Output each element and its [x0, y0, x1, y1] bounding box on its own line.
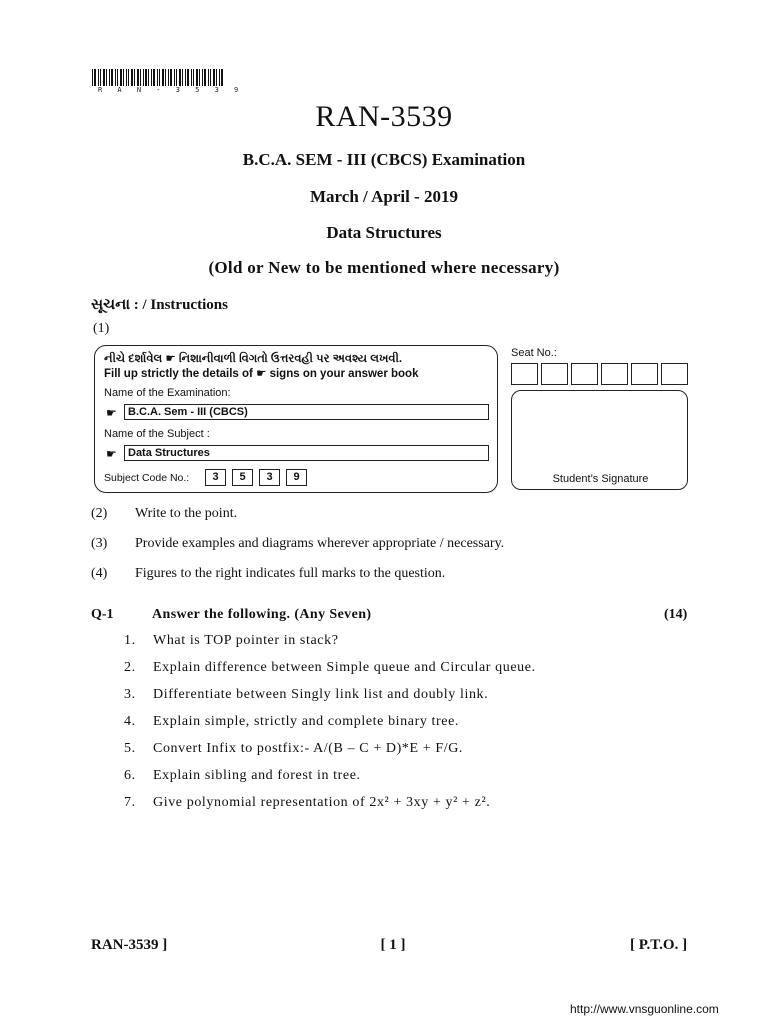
- gujarati-instruction: નીચે દર્શાવેલ ☛ નિશાનીવાળી વિગતો ઉત્તરવહી પર અવશ્ય લખવી.: [104, 353, 403, 365]
- old-new-note: (Old or New to be mentioned where necessary): [208, 258, 560, 277]
- question-item-number: 2.: [124, 660, 136, 675]
- question-label: Q-1: [91, 607, 114, 622]
- instruction-text: Write to the point.: [135, 506, 238, 521]
- student-signature-box: [511, 390, 688, 490]
- subject-code-label: Subject Code No.:: [104, 472, 190, 484]
- subject-name-field: Data Structures: [124, 445, 489, 461]
- question-item-text: Explain simple, strictly and complete binary tree.: [153, 714, 460, 729]
- subject-code-digit: 5: [232, 469, 253, 486]
- page-number: [ 1 ]: [380, 937, 406, 953]
- subject-title: Data Structures: [326, 223, 442, 242]
- question-item-number: 1.: [124, 633, 136, 648]
- instruction-1-number: (1): [93, 321, 110, 336]
- source-url: http://www.vnsguonline.com: [570, 1002, 719, 1016]
- pto-label: [ P.T.O. ]: [630, 937, 688, 953]
- seat-number-box: [601, 363, 628, 385]
- pointing-hand-icon: ☛: [106, 406, 117, 420]
- question-item-text: Convert Infix to postfix:- A/(B – C + D)*E + F/G.: [153, 741, 464, 756]
- question-item-number: 3.: [124, 687, 136, 702]
- student-signature-label: Student’s Signature: [552, 473, 649, 485]
- seat-number-box: [541, 363, 568, 385]
- barcode: [92, 69, 224, 86]
- subject-code-digit: 3: [205, 469, 226, 486]
- question-item-text: Explain difference between Simple queue and Circular queue.: [153, 660, 536, 675]
- question-item-number: 4.: [124, 714, 136, 729]
- exam-title: B.C.A. SEM - III (CBCS) Examination: [242, 150, 526, 169]
- question-title: Answer the following. (Any Seven): [152, 607, 372, 622]
- exam-name-label: Name of the Examination:: [104, 387, 231, 399]
- exam-name-field: B.C.A. Sem - III (CBCS): [124, 404, 489, 420]
- question-item-text: Give polynomial representation of 2x² + 3xy + y² + z².: [153, 795, 491, 810]
- seat-number-box: [631, 363, 658, 385]
- exam-session: March / April - 2019: [310, 187, 458, 206]
- paper-code-title: RAN-3539: [315, 100, 453, 133]
- question-marks: (14): [664, 607, 688, 622]
- question-item-text: Differentiate between Singly link list and doubly link.: [153, 687, 489, 702]
- instruction-text: Provide examples and diagrams wherever appropriate / necessary.: [135, 536, 505, 551]
- instructions-heading: સૂચના : / Instructions: [91, 297, 228, 313]
- fill-up-instruction: Fill up strictly the details of ☛ signs on your answer book: [104, 368, 419, 380]
- instruction-number: (2): [91, 506, 108, 521]
- question-item-text: Explain sibling and forest in tree.: [153, 768, 361, 783]
- question-item-number: 6.: [124, 768, 136, 783]
- question-item-number: 7.: [124, 795, 136, 810]
- instruction-text: Figures to the right indicates full marks to the question.: [135, 566, 446, 581]
- instruction-number: (3): [91, 536, 108, 551]
- seat-number-box: [661, 363, 688, 385]
- seat-number-box: [511, 363, 538, 385]
- barcode-text: R A N - 3 5 3 9: [98, 86, 244, 94]
- subject-name-label: Name of the Subject :: [104, 428, 210, 440]
- subject-code-digit: 9: [286, 469, 307, 486]
- seat-number-box: [571, 363, 598, 385]
- answer-book-details-box: [94, 345, 498, 493]
- question-item-number: 5.: [124, 741, 136, 756]
- seat-number-label: Seat No.:: [511, 347, 557, 359]
- footer-paper-code: RAN-3539 ]: [91, 937, 168, 953]
- instruction-number: (4): [91, 566, 108, 581]
- question-item-text: What is TOP pointer in stack?: [153, 633, 339, 648]
- subject-code-digit: 3: [259, 469, 280, 486]
- pointing-hand-icon: ☛: [106, 447, 117, 461]
